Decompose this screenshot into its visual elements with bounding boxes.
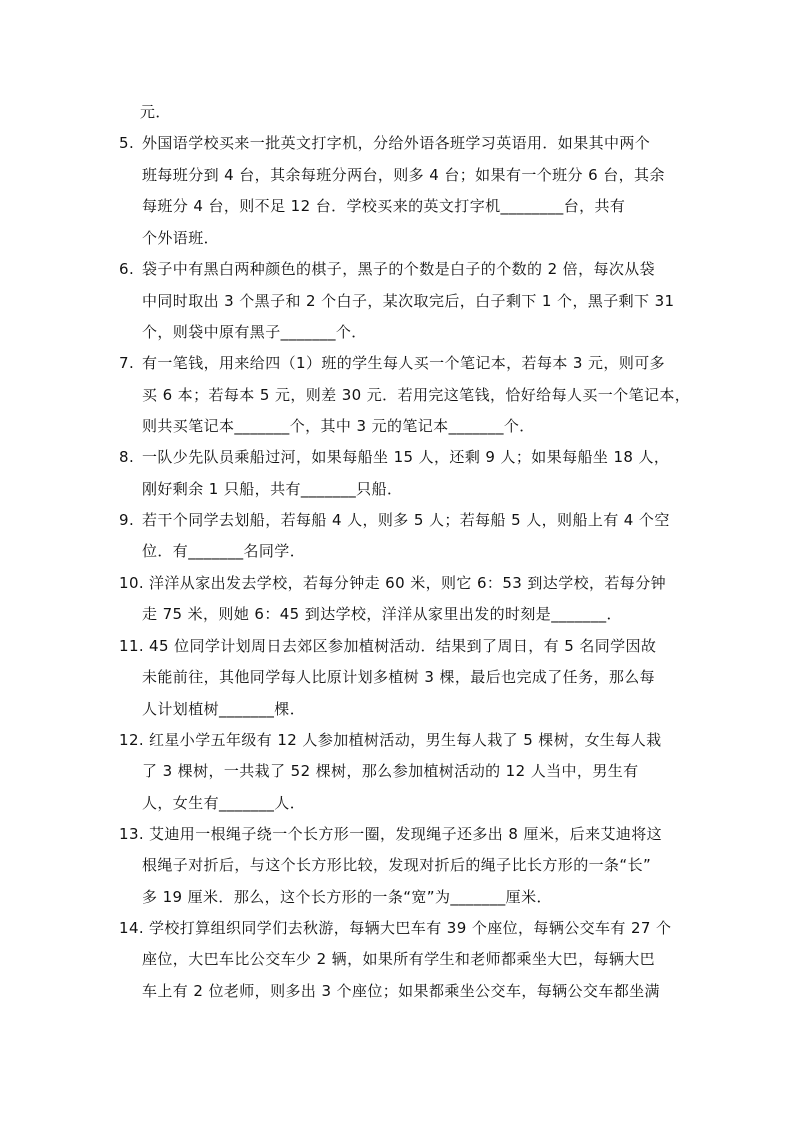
problem-4-tail xyxy=(0,100,794,124)
problem-line: 多 19 厘米．那么，这个长方形的一条“宽”为_______厘米． xyxy=(142,888,552,906)
problem-line: 有一笔钱，用来给四（1）班的学生每人买一个笔记本，若每本 3 元，则可多 xyxy=(142,354,666,372)
problem-line: 艾迪用一根绳子绕一个长方形一圈，发现绳子还多出 8 厘米，后来艾迪将这 xyxy=(149,825,663,843)
problem-line: 袋子中有黑白两种颜色的棋子，黑子的个数是白子的个数的 2 倍，每次从袋 xyxy=(142,260,656,278)
problem-line: 学校打算组织同学们去秋游，每辆大巴车有 39 个座位，每辆公交车有 27 个 xyxy=(149,919,672,937)
problem-line: 买 6 本；若每本 5 元，则差 30 元．若用完这笔钱，恰好给每人买一个笔记本， xyxy=(142,386,691,404)
problem-line: 未能前往，其他同学每人比原计划多植树 3 棵，最后也完成了任务，那么每 xyxy=(142,668,656,686)
problem-line: 走 75 米，则她 6：45 到达学校，洋洋从家里出发的时刻是_______． xyxy=(142,605,622,623)
problem-line: 刚好剩余 1 只船，共有_______只船． xyxy=(142,480,403,498)
problem-number: 12. xyxy=(119,731,145,749)
problem-line: 人计划植树_______棵． xyxy=(142,700,306,718)
problem-number: 11. xyxy=(119,637,145,655)
problem-line: 个，则袋中原有黑子_______个． xyxy=(142,323,367,341)
problem-number: 5. xyxy=(119,134,135,152)
problem-line: 每班分 4 台，则不足 12 台．学校买来的英文打字机________台，共有 xyxy=(142,197,626,215)
problem-number: 7. xyxy=(119,354,135,372)
problem-line: 一队少先队员乘船过河，如果每船坐 15 人，还剩 9 人；如果每船坐 18 人， xyxy=(142,448,670,466)
problem-line: 45 位同学计划周日去郊区参加植树活动．结果到了周日，有 5 名同学因故 xyxy=(149,637,657,655)
problem-line: 座位，大巴车比公交车少 2 辆，如果所有学生和老师都乘坐大巴，每辆大巴 xyxy=(142,950,656,968)
problem-number: 10. xyxy=(119,574,145,592)
problem-line: 车上有 2 位老师，则多出 3 个座位；如果都乘坐公交车，每辆公交车都坐满 xyxy=(142,982,660,1000)
problem-number: 9. xyxy=(119,511,135,529)
problem-line: 则共买笔记本_______个，其中 3 元的笔记本_______个． xyxy=(142,417,535,435)
problem-number: 6. xyxy=(119,260,135,278)
problem-line: 外国语学校买来一批英文打字机，分给外语各班学习英语用．如果其中两个 xyxy=(142,134,651,152)
problem-line: 根绳子对折后，与这个长方形比较，发现对折后的绳子比长方形的一条“长” xyxy=(142,856,652,874)
problem-line: 个外语班． xyxy=(142,229,220,247)
problem-line: 了 3 棵树，一共栽了 52 棵树，那么参加植树活动的 12 人当中，男生有 xyxy=(142,762,639,780)
problem-line: 位．有_______名同学． xyxy=(142,542,306,560)
problem-line: 人，女生有_______人． xyxy=(142,794,306,812)
problem-line: 若干个同学去划船，若每船 4 人，则多 5 人；若每船 5 人，则船上有 4 个空 xyxy=(142,511,670,529)
problem-line: 中同时取出 3 个黑子和 2 个白子，某次取完后，白子剩下 1 个，黑子剩下 31 xyxy=(142,292,675,310)
problem-number: 14. xyxy=(119,919,145,937)
problem-line: 红星小学五年级有 12 人参加植树活动，男生每人栽了 5 棵树，女生每人栽 xyxy=(149,731,662,749)
problem-number: 8. xyxy=(119,448,135,466)
problem-number: 13. xyxy=(119,825,145,843)
problem-line: 洋洋从家出发去学校，若每分钟走 60 米，则它 6：53 到达学校，若每分钟 xyxy=(149,574,666,592)
problem-line: 班每班分到 4 台，其余每班分两台，则多 4 台；如果有一个班分 6 台，其余 xyxy=(142,166,665,184)
problem-line: 元． xyxy=(140,103,171,121)
